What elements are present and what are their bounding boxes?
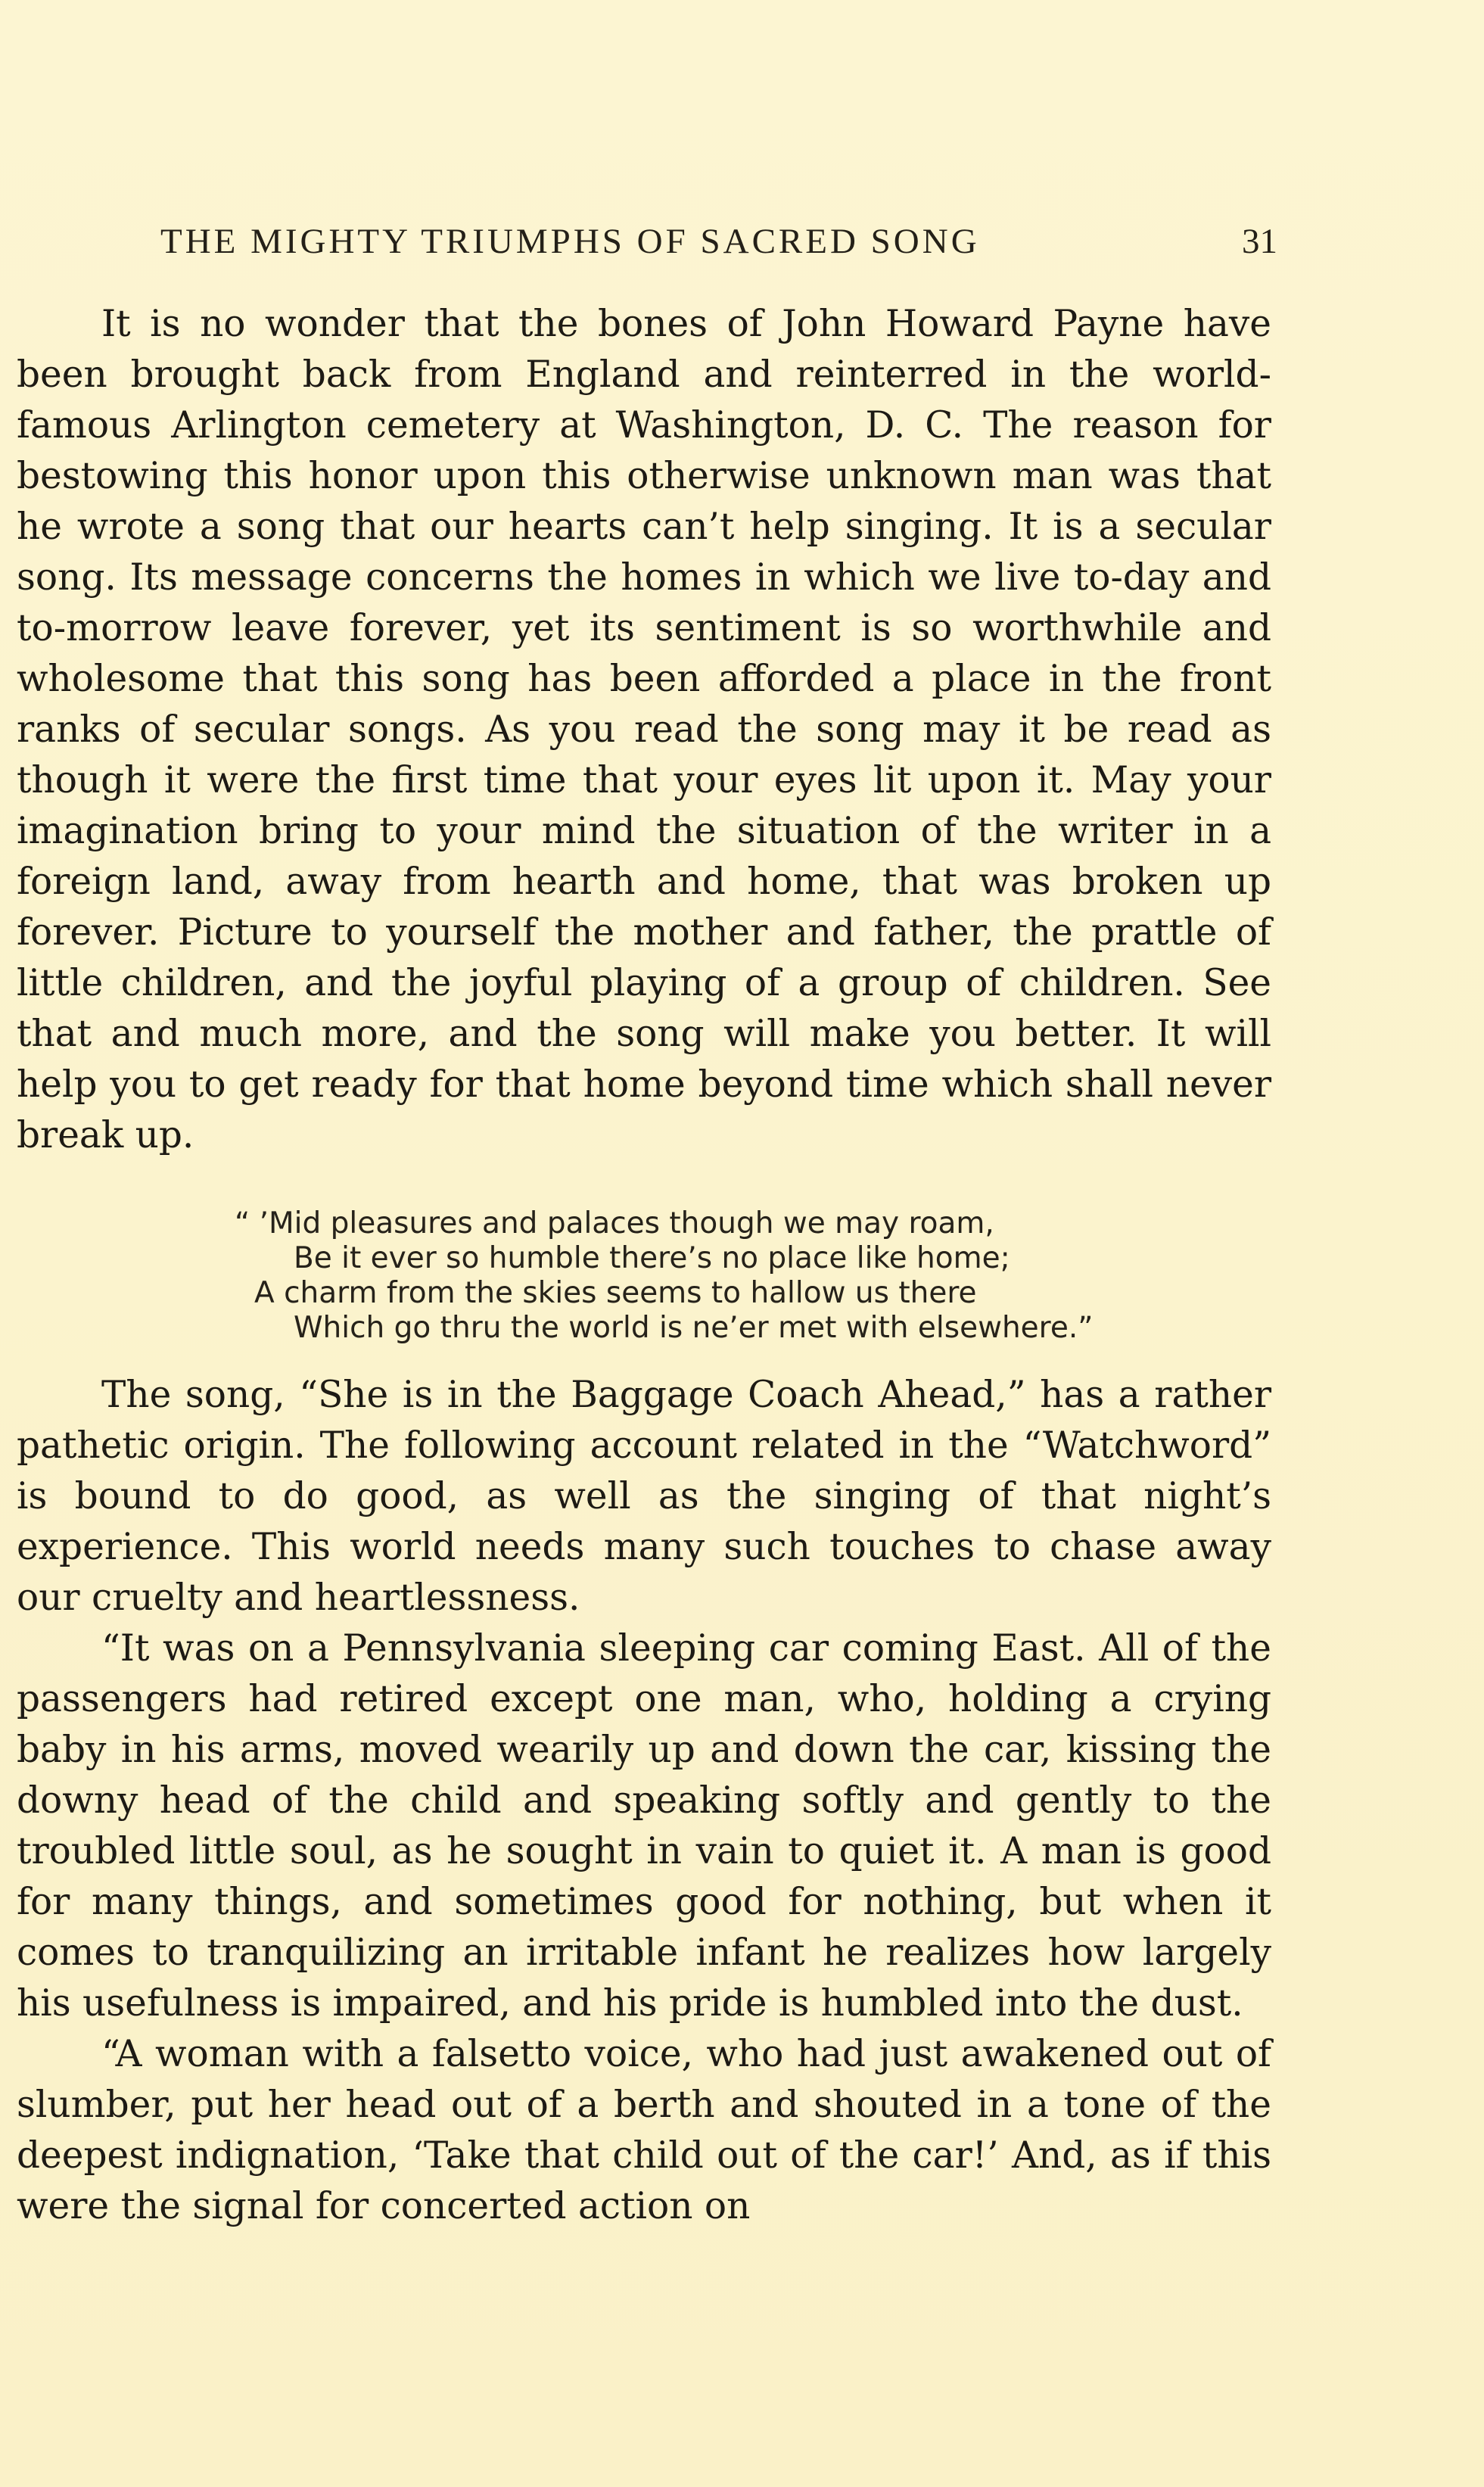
- paragraph-falsetto-woman: “A woman with a falsetto voice, who had just awakened out of slumber, put her head out of a berth and shouted in a tone of the deepest indignation, ‘Take that child out of the car!’ And, as if this were the signal for concerted action on: [17, 2033, 1271, 2227]
- poem-quotation: [17, 1206, 1271, 1346]
- poem-line: A charm from the skies seems to hallow us there: [254, 1276, 977, 1310]
- paragraph-baggage-coach: The song, “She is in the Baggage Coach Ahead,” has a rather pathetic origin. The following account related in the “Watchword” is bound to do good, as well as the singing of that night’s experience. This world needs many such touches to chase away our cruelty and heartlessness.: [17, 1374, 1271, 1619]
- paragraph-john-howard-payne: It is no wonder that the bones of John Howard Payne have been brought back from England and reinterred in the world-famous Arlington cemetery at Washington, D. C. The reason for bestowing this honor upon this otherwise unknown man was that he wrote a song that our hearts can’t help singing. It is a secular song. Its message concerns the homes in which we live to-day and to-morrow leave forever, yet its sentiment is so worthwhile and wholesome that this song has been afforded a place in the front ranks of secular songs. As you read the song may it be read as though it were the first time that your eyes lit upon it. May your imagination bring to your mind the situation of the writer in a foreign land, away from hearth and home, that was broken up forever. Picture to yourself the mother and father, the prattle of little children, and the joyful playing of a group of children. See that and much more, and the song will make you better. It will help you to get ready for that home beyond time which shall never break up.: [17, 303, 1271, 1156]
- page-number: 31: [1242, 222, 1277, 261]
- running-head: [160, 221, 1277, 266]
- paragraph-sleeping-car: “It was on a Pennsylvania sleeping car coming East. All of the passengers had retired except one man, who, holding a crying baby in his arms, moved wearily up and down the car, kissing the downy head of the child and speaking softly and gently to the troubled little soul, as he sought in vain to quiet it. A man is good for many things, and sometimes good for nothing, but when it comes to tranquilizing an irritable infant he realizes how largely his usefulness is impaired, and his pride is humbled into the dust.: [17, 1627, 1271, 2025]
- poem-line: “ ’Mid pleasures and palaces though we may roam,: [235, 1206, 994, 1240]
- poem-line: Which go thru the world is ne’er met with elsewhere.”: [294, 1311, 1094, 1345]
- body-text: [17, 299, 1271, 2232]
- running-title: THE MIGHTY TRIUMPHS OF SACRED SONG: [160, 222, 980, 261]
- poem-line: Be it ever so humble there’s no place like home;: [294, 1241, 1010, 1275]
